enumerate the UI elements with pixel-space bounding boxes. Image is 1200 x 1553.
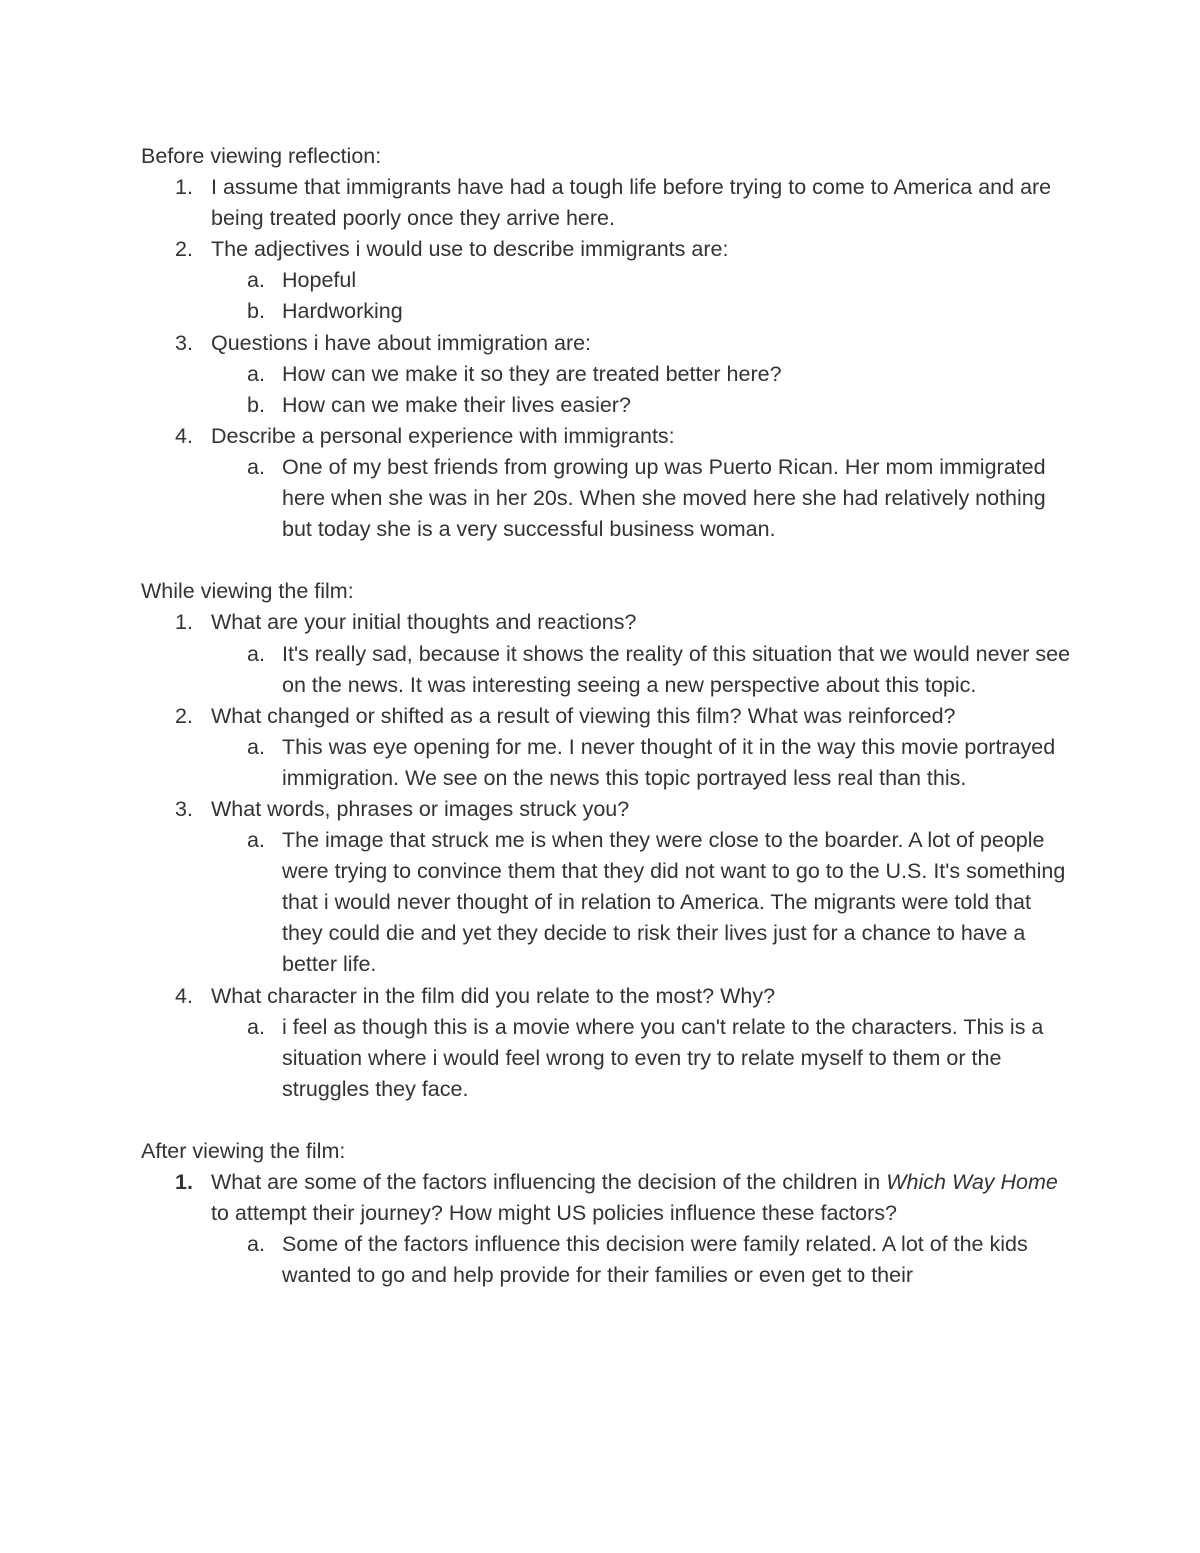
list-item <box>141 234 1071 265</box>
list-item-text: What words, phrases or images struck you? <box>211 796 630 821</box>
sub-list-item-text: How can we make their lives easier? <box>282 392 631 417</box>
sub-list-marker: a. <box>247 1232 265 1257</box>
sub-list-item-text: One of my best friends from growing up was Puerto Rican. Her mom immigrated here when she was in her 20s. When she moved here she had relatively nothing but today she is a very successful business woman. <box>282 454 1046 542</box>
list-item <box>141 421 1071 452</box>
list-item <box>141 1167 1071 1229</box>
list-item-text <box>211 1170 1058 1225</box>
sub-list-marker: a. <box>247 734 265 759</box>
sub-list-item-text: Hopeful <box>282 268 357 293</box>
list-item-text: What character in the film did you relate to the most? Why? <box>211 983 776 1008</box>
sub-list-item <box>141 390 1071 421</box>
sub-list-item <box>141 1012 1071 1105</box>
sub-list-marker: a. <box>247 828 265 853</box>
sub-list-item <box>141 825 1071 980</box>
sub-list-marker: a. <box>247 454 265 479</box>
list-item-text: I assume that immigrants have had a tough life before trying to come to America and are being treated poorly once they arrive here. <box>211 175 1052 231</box>
sub-list-item-text: i feel as though this is a movie where you can't relate to the characters. This is a situation where i would feel wrong to even try to relate myself to them or the struggles they face. <box>282 1014 1044 1101</box>
list-item-text: Describe a personal experience with immigrants: <box>211 423 675 448</box>
sub-list-marker: a. <box>247 268 265 293</box>
sub-list-item <box>141 265 1071 296</box>
list-item-text: What changed or shifted as a result of viewing this film? What was reinforced? <box>211 703 956 728</box>
list-item <box>141 981 1071 1012</box>
list-marker: 3. <box>175 330 193 355</box>
list-marker: 1. <box>175 610 193 635</box>
list-item <box>141 328 1071 359</box>
list-item <box>141 607 1071 638</box>
section-while-viewing <box>141 576 1071 1105</box>
section-after-viewing <box>141 1136 1071 1291</box>
sub-list-item <box>141 732 1071 794</box>
list-item-text: What are your initial thoughts and reactions? <box>211 610 637 635</box>
list-item-text: The adjectives i would use to describe immigrants are: <box>211 237 729 262</box>
sub-list-marker: b. <box>247 392 265 417</box>
list-marker: 3. <box>175 796 193 821</box>
list-item <box>141 172 1071 234</box>
sub-list-item-text: Some of the factors influence this decision were family related. A lot of the kids wanted to go and help provide for their families or even get to their <box>282 1232 1028 1288</box>
sub-list-marker: a. <box>247 1014 265 1039</box>
question-text-start: What are some of the factors influencing the decision of the children in <box>211 1170 887 1195</box>
list-marker: 2. <box>175 703 193 728</box>
sub-list-marker: a. <box>247 361 265 386</box>
list-marker: 4. <box>175 983 193 1008</box>
sub-list-item-text: The image that struck me is when they were close to the boarder. A lot of people were trying to convince them that they did not want to go to the U.S. It's something that i would never thought of in relation to America. The migrants were told that they could die and yet they decide to risk their lives just for a chance to have a better life. <box>282 828 1066 977</box>
sub-list-item-text: It's really sad, because it shows the reality of this situation that we would never see on the news. It was interesting seeing a new perspective about this topic. <box>282 641 1071 697</box>
sub-list-item-text: This was eye opening for me. I never thought of it in the way this movie portrayed immigration. We see on the news this topic portrayed less real than this. <box>282 734 1056 790</box>
list-marker: 2. <box>175 237 193 262</box>
list-item-text: Questions i have about immigration are: <box>211 330 592 355</box>
film-title: Which Way Home <box>886 1170 1058 1195</box>
sub-list-item <box>141 452 1071 545</box>
section-before-viewing <box>141 141 1071 545</box>
question-text-end: to attempt their journey? How might US policies influence these factors? <box>211 1201 897 1226</box>
list-marker: 4. <box>175 423 193 448</box>
question-list <box>141 607 1071 1105</box>
list-marker: 1. <box>175 175 193 200</box>
sub-list-item-text: How can we make it so they are treated better here? <box>282 361 782 386</box>
list-marker: 1. <box>175 1170 193 1195</box>
paragraph-gap <box>141 1105 1071 1136</box>
sub-list-item <box>141 1229 1071 1291</box>
question-list <box>141 1167 1071 1291</box>
section-heading: After viewing the film: <box>141 1139 346 1163</box>
list-item <box>141 701 1071 732</box>
sub-list-item-text: Hardworking <box>282 299 403 324</box>
section-heading: Before viewing reflection: <box>141 144 382 168</box>
question-list <box>141 172 1071 545</box>
sub-list-marker: a. <box>247 641 265 666</box>
list-item <box>141 794 1071 825</box>
sub-list-marker: b. <box>247 299 265 324</box>
sub-list-item <box>141 296 1071 327</box>
section-heading: While viewing the film: <box>141 579 354 604</box>
sub-list-item <box>141 639 1071 701</box>
sub-list-item <box>141 359 1071 390</box>
paragraph-gap <box>141 545 1071 576</box>
document-body <box>141 141 1071 1291</box>
